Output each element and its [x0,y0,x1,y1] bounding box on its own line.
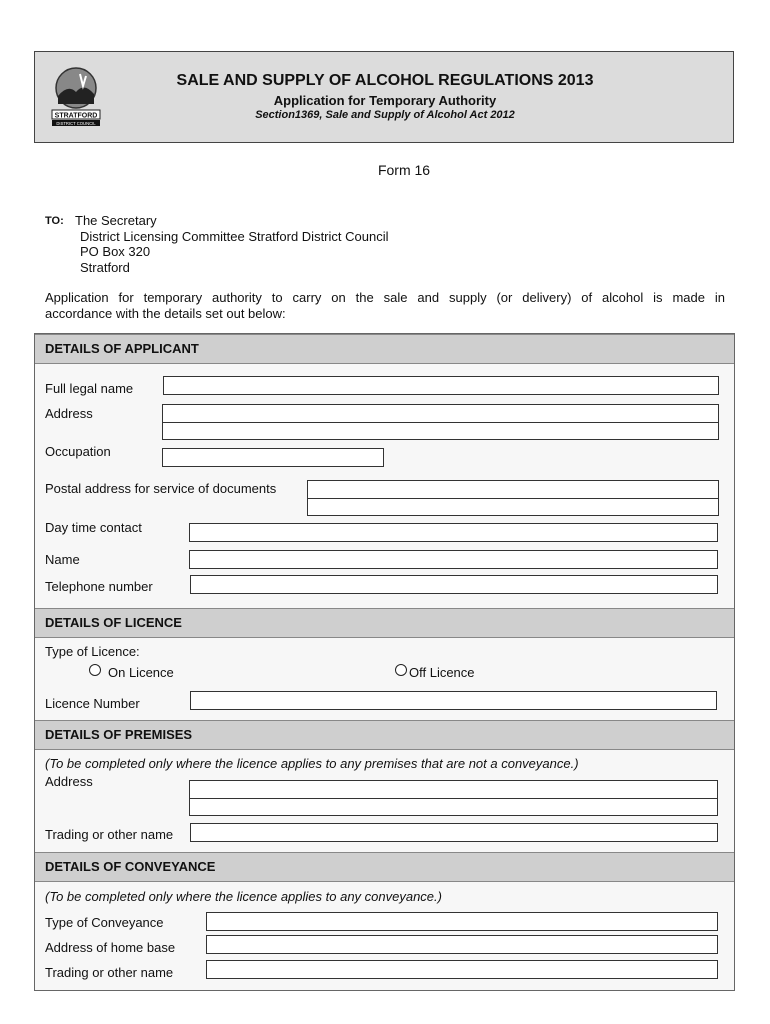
full-legal-name-label: Full legal name [45,381,134,396]
licence-number-label: Licence Number [45,696,140,711]
conveyance-trading-name-label: Trading or other name [45,965,174,980]
council-logo-icon [50,66,102,128]
premises-address-input-line-1[interactable] [189,780,718,799]
address-label: Address [45,406,93,421]
home-base-input[interactable] [206,935,718,954]
occupation-label: Occupation [45,444,111,459]
off-licence-radio[interactable] [395,664,407,676]
logo-subtext: DISTRICT COUNCIL [56,120,96,126]
telephone-input[interactable] [190,575,718,594]
logo-text: STRATFORD [54,112,98,120]
premises-address-input-line-2[interactable] [189,798,718,816]
conveyance-note: (To be completed only where the licence applies to any conveyance.) [45,889,442,904]
page-subtitle: Application for Temporary Authority [273,93,497,108]
to-label: TO: [45,215,64,227]
address-input-line-2[interactable] [162,422,719,440]
name-input[interactable] [189,550,718,569]
to-line-4: Stratford [80,260,130,275]
to-line-2: District Licensing Committee Stratford District Council [80,229,389,244]
intro-text [45,290,725,322]
act-section: Section1369, Sale and Supply of Alcohol Act 2012 [255,109,515,121]
postal-address-label: Postal address for service of documents [45,481,277,496]
conveyance-trading-name-input[interactable] [206,960,718,979]
premises-trading-name-input[interactable] [190,823,718,842]
to-line-1: The Secretary [75,213,157,228]
intro-line-2: accordance with the details set out below: [45,306,286,321]
on-licence-radio[interactable] [89,664,101,676]
postal-address-input-line-2[interactable] [307,498,719,516]
premises-address-label: Address [45,774,93,789]
telephone-label: Telephone number [45,579,153,594]
full-legal-name-input[interactable] [163,376,719,395]
name-label: Name [45,552,80,567]
licence-type-label: Type of Licence: [45,644,140,659]
premises-note: (To be completed only where the licence applies to any premises that are not a conveyance.) [45,756,579,771]
occupation-input[interactable] [162,448,384,467]
daytime-contact-label: Day time contact [45,520,142,535]
section-applicant-heading: DETAILS OF APPLICANT [35,334,734,364]
intro-line-1: Application for temporary authority to carry on the sale and supply (or delivery) of alcohol is made in [45,290,725,305]
off-licence-label: Off Licence [409,665,475,680]
form-number: Form 16 [377,162,431,178]
conveyance-type-label: Type of Conveyance [45,915,164,930]
section-conveyance-heading: DETAILS OF CONVEYANCE [35,852,734,882]
on-licence-label: On Licence [108,665,174,680]
premises-trading-name-label: Trading or other name [45,827,174,842]
home-base-label: Address of home base [45,940,176,955]
licence-number-input[interactable] [190,691,717,710]
daytime-contact-input[interactable] [189,523,718,542]
address-input-line-1[interactable] [162,404,719,423]
conveyance-type-input[interactable] [206,912,718,931]
to-line-3: PO Box 320 [80,244,151,259]
page-title: SALE AND SUPPLY OF ALCOHOL REGULATIONS 2013 [176,72,594,89]
section-premises-heading: DETAILS OF PREMISES [35,720,734,750]
section-licence-heading: DETAILS OF LICENCE [35,608,734,638]
postal-address-input-line-1[interactable] [307,480,719,499]
